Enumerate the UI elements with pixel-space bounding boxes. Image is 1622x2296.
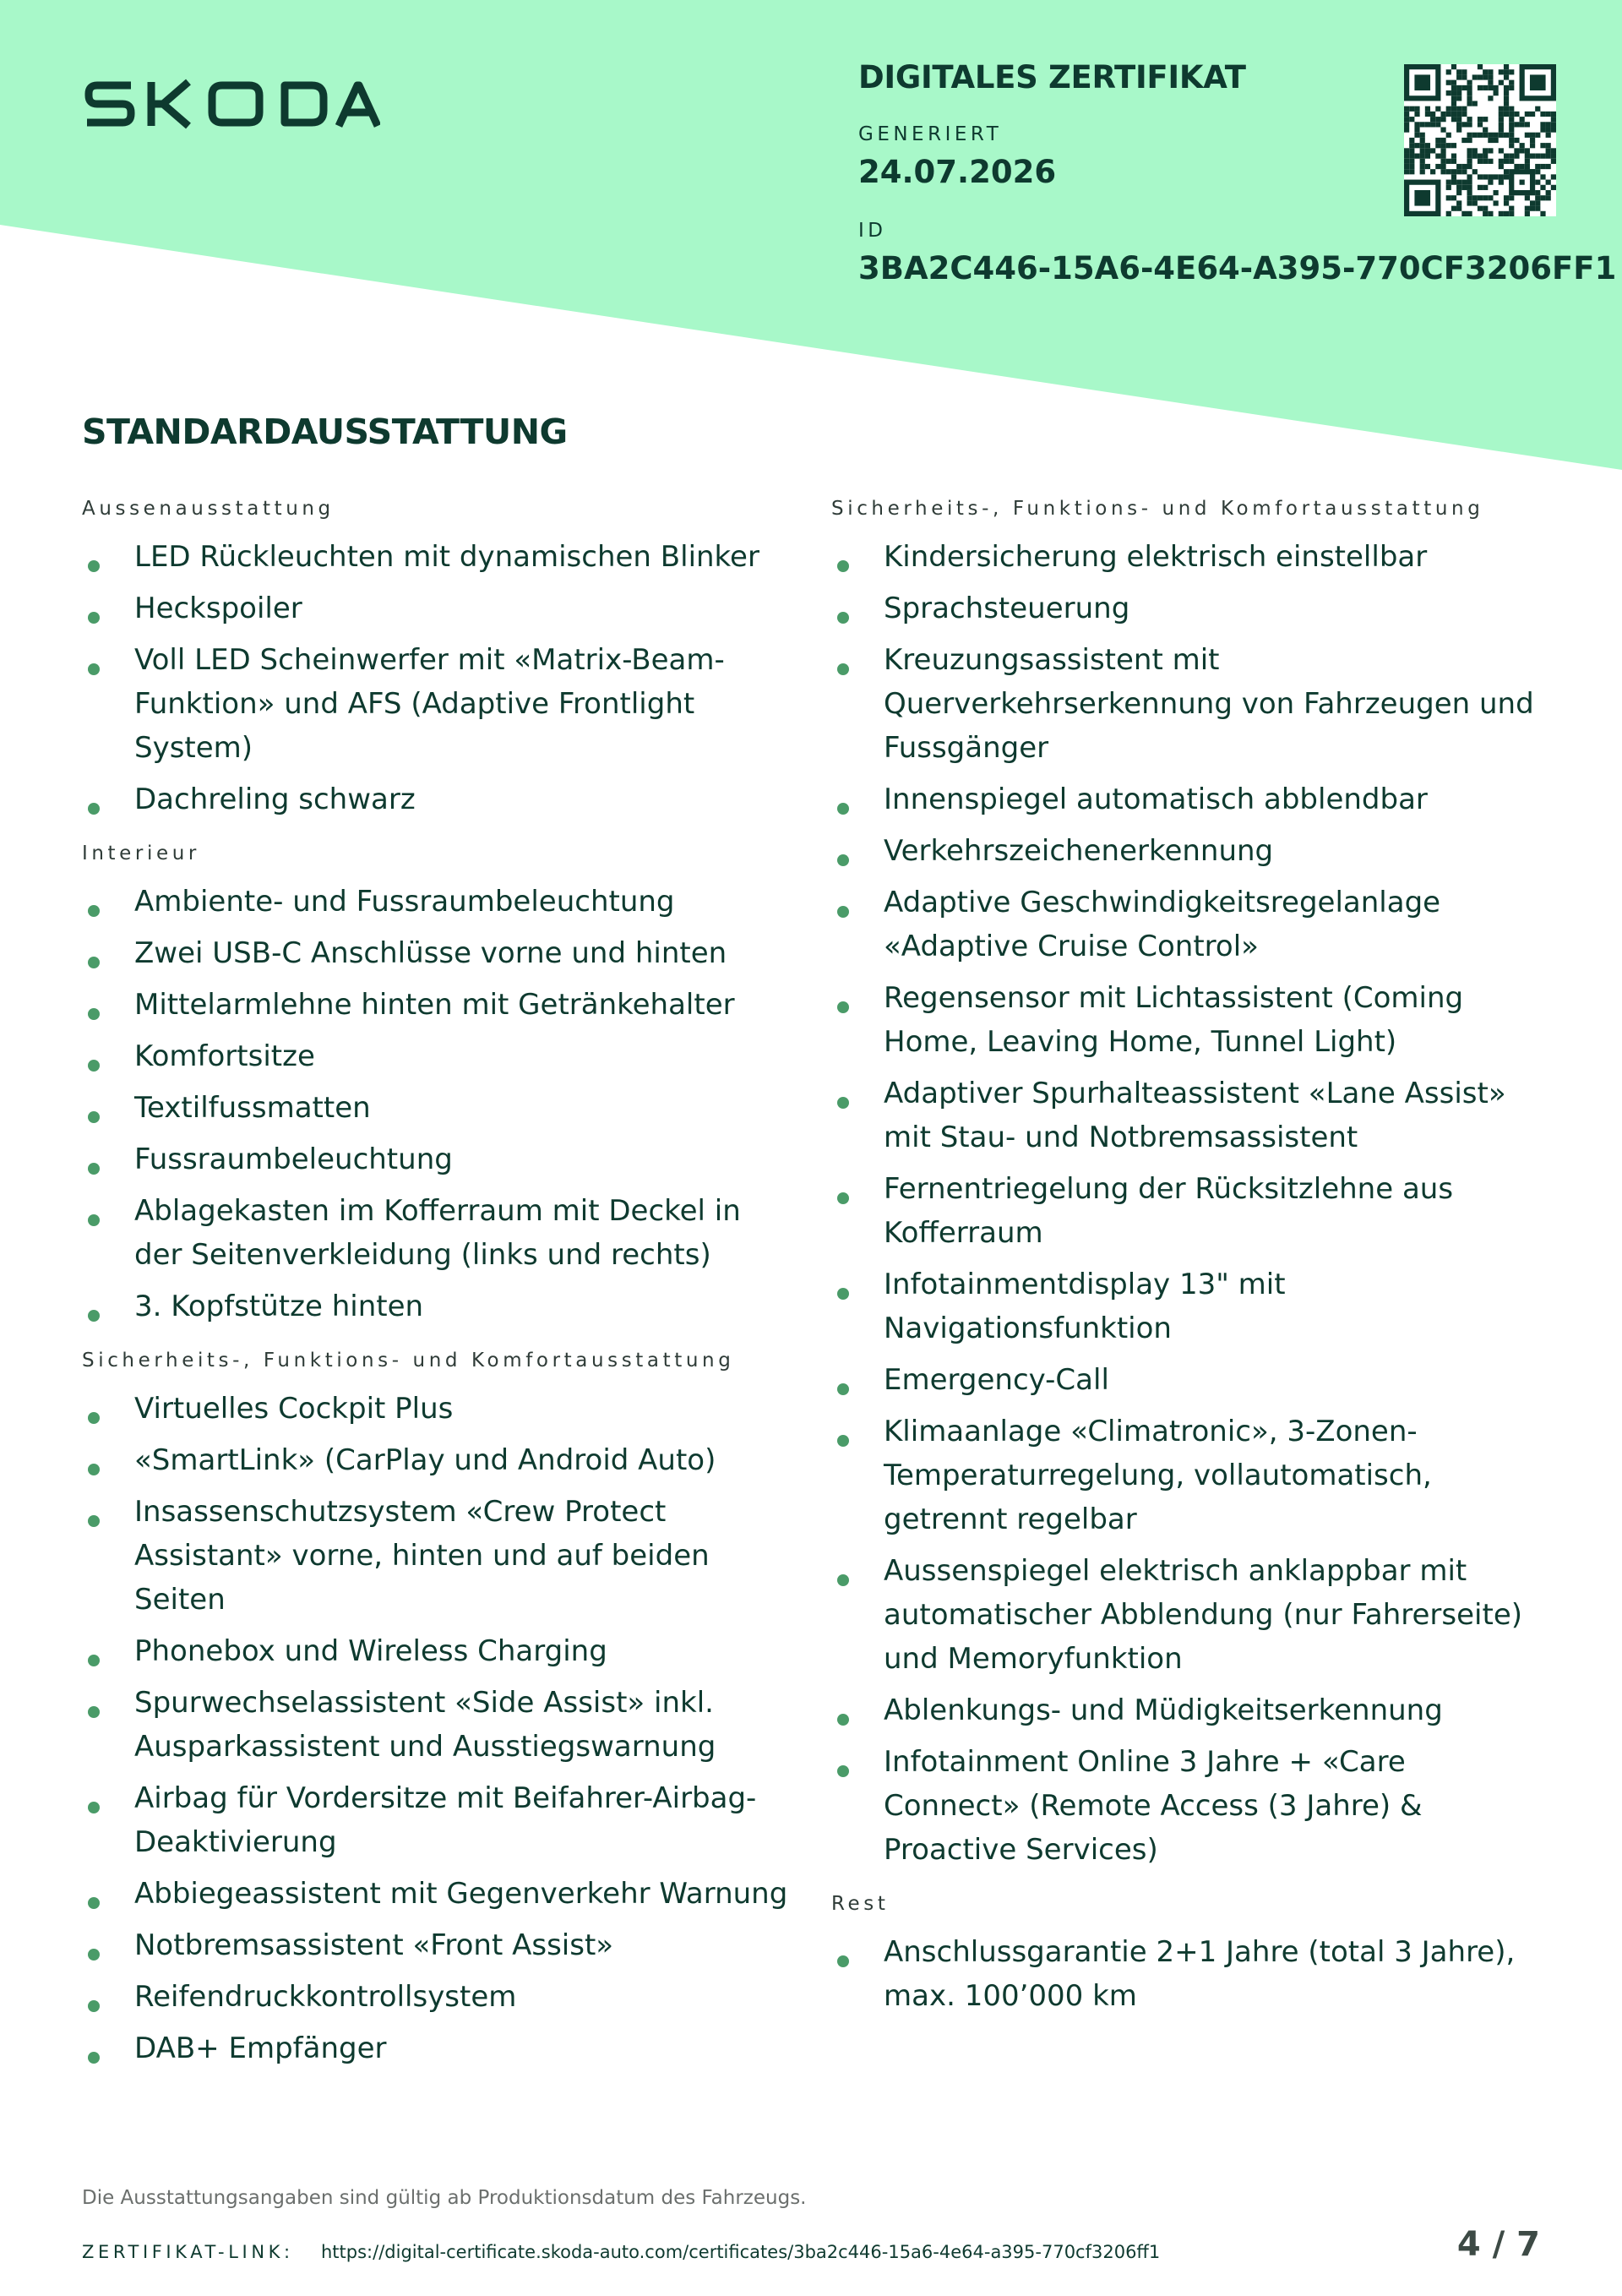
list-item-text: Infotainment Online 3 Jahre + «Care Connect» (Remote Access (3 Jahre) & Proactive Services) xyxy=(884,1745,1423,1867)
list-item xyxy=(831,586,1541,630)
bullet-icon xyxy=(88,1949,100,1961)
list-item xyxy=(831,976,1541,1064)
bullet-icon xyxy=(837,906,849,918)
list-item xyxy=(82,1034,792,1078)
list-item xyxy=(831,1410,1541,1541)
bullet-icon xyxy=(88,957,100,968)
list-item-text: Kreuzungsassistent mit Querverkehrserkennung von Fahrzeugen und Fussgänger xyxy=(884,643,1534,765)
list-item-text: Reifendruckkontrollsystem xyxy=(134,1980,517,2014)
list-item-text: Spurwechselassistent «Side Assist» inkl. Ausparkassistent und Ausstiegswarnung xyxy=(134,1686,716,1764)
bullet-icon xyxy=(88,2000,100,2012)
bullet-icon xyxy=(837,803,849,815)
section-title: STANDARDAUSSTATTUNG xyxy=(82,412,568,452)
list-item xyxy=(82,586,792,630)
equipment-list xyxy=(82,1387,792,2070)
bullet-icon xyxy=(88,560,100,572)
header-background-shape xyxy=(0,0,1622,470)
list-item-text: Ablagekasten im Kofferraum mit Deckel in der Seitenverkleidung (links und rechts) xyxy=(134,1194,741,1272)
bullet-icon xyxy=(88,1897,100,1909)
certificate-title: DIGITALES ZERTIFIKAT xyxy=(858,59,1246,95)
group-label: Sicherheits-, Funktions- und Komfortausstattung xyxy=(831,498,1484,520)
bullet-icon xyxy=(88,1515,100,1527)
list-item-text: Anschlussgarantie 2+1 Jahre (total 3 Jahre), max. 100’000 km xyxy=(884,1935,1516,2013)
list-item xyxy=(82,1387,792,1431)
skoda-logo xyxy=(82,79,380,129)
group-label: Aussenausstattung xyxy=(82,498,335,520)
list-item xyxy=(831,1167,1541,1255)
list-item-text: Virtuelles Cockpit Plus xyxy=(134,1392,454,1426)
list-item xyxy=(82,1137,792,1181)
generated-label: GENERIERT xyxy=(858,123,1003,145)
list-item-text: Heckspoiler xyxy=(134,592,302,625)
list-item-text: Regensensor mit Lichtassistent (Coming Home, Leaving Home, Tunnel Light) xyxy=(884,981,1464,1059)
list-item-text: Voll LED Scheinwerfer mit «Matrix-Beam-Funktion» und AFS (Adaptive Frontlight System) xyxy=(134,643,725,765)
list-item xyxy=(82,1872,792,1916)
bullet-icon xyxy=(88,1412,100,1424)
list-item xyxy=(831,535,1541,579)
equipment-group xyxy=(82,495,792,821)
list-item-text: Airbag für Vordersitze mit Beifahrer-Airbag-Deaktivierung xyxy=(134,1781,757,1859)
bullet-icon xyxy=(88,663,100,675)
list-item xyxy=(82,1086,792,1130)
list-item-text: Komfortsitze xyxy=(134,1039,315,1073)
list-item xyxy=(831,1930,1541,2018)
list-item xyxy=(82,880,792,924)
bullet-icon xyxy=(837,1955,849,1967)
left-column xyxy=(82,495,792,2078)
group-label: Sicherheits-, Funktions- und Komfortausstattung xyxy=(82,1350,735,1372)
bullet-icon xyxy=(837,1435,849,1447)
list-item-text: LED Rückleuchten mit dynamischen Blinker xyxy=(134,540,759,574)
list-item xyxy=(831,881,1541,968)
list-item-text: Innenspiegel automatisch abblendbar xyxy=(884,783,1428,816)
equipment-group xyxy=(831,495,1541,1872)
list-item xyxy=(831,1740,1541,1872)
generated-date: 24.07.2026 xyxy=(858,154,1057,190)
list-item xyxy=(82,1776,792,1864)
bullet-icon xyxy=(88,1655,100,1666)
list-item-text: Klimaanlage «Climatronic», 3-Zonen-Temperaturregelung, vollautomatisch, getrennt regelbar xyxy=(884,1415,1432,1536)
list-item-text: DAB+ Empfänger xyxy=(134,2031,387,2065)
list-item-text: Ambiente- und Fussraumbeleuchtung xyxy=(134,885,675,919)
list-item xyxy=(82,931,792,975)
bullet-icon xyxy=(88,1310,100,1322)
bullet-icon xyxy=(88,1706,100,1718)
bullet-icon xyxy=(88,1111,100,1123)
equipment-group xyxy=(82,840,792,1328)
list-item-text: Phonebox und Wireless Charging xyxy=(134,1634,607,1668)
list-item xyxy=(831,638,1541,770)
bullet-icon xyxy=(837,1714,849,1726)
list-item xyxy=(82,1681,792,1769)
bullet-icon xyxy=(837,1288,849,1300)
certificate-id: 3BA2C446-15A6-4E64-A395-770CF3206FF1 xyxy=(858,250,1617,286)
certificate-link-label: ZERTIFIKAT-LINK: xyxy=(82,2242,294,2262)
list-item-text: Insassenschutzsystem «Crew Protect Assistant» vorne, hinten und auf beiden Seiten xyxy=(134,1495,710,1617)
bullet-icon xyxy=(837,560,849,572)
bullet-icon xyxy=(88,1464,100,1475)
bullet-icon xyxy=(837,1001,849,1013)
list-item xyxy=(831,1072,1541,1159)
list-item-text: Adaptiver Spurhalteassistent «Lane Assist» mit Stau- und Notbremsassistent xyxy=(884,1077,1506,1154)
right-column xyxy=(831,495,1541,2026)
list-item xyxy=(831,829,1541,873)
bullet-icon xyxy=(88,1163,100,1175)
bullet-icon xyxy=(837,1765,849,1777)
qr-code-icon[interactable] xyxy=(1404,64,1556,216)
list-item xyxy=(831,1263,1541,1350)
bullet-icon xyxy=(88,612,100,624)
list-item-text: Emergency-Call xyxy=(884,1363,1109,1397)
list-item-text: Ablenkungs- und Müdigkeitserkennung xyxy=(884,1693,1443,1727)
bullet-icon xyxy=(88,1008,100,1020)
list-item-text: Kindersicherung elektrisch einstellbar xyxy=(884,540,1428,574)
bullet-icon xyxy=(88,803,100,815)
list-item-text: Fernentriegelung der Rücksitzlehne aus Kofferraum xyxy=(884,1172,1454,1250)
bullet-icon xyxy=(88,1060,100,1072)
bullet-icon xyxy=(837,1383,849,1395)
list-item-text: «SmartLink» (CarPlay und Android Auto) xyxy=(134,1443,716,1477)
bullet-icon xyxy=(837,1097,849,1109)
equipment-group xyxy=(82,1347,792,2070)
equipment-list xyxy=(82,535,792,821)
list-item xyxy=(82,1975,792,2019)
header-background xyxy=(0,0,1622,473)
list-item-text: Aussenspiegel elektrisch anklappbar mit automatischer Abblendung (nur Fahrerseite) und Memoryfunktion xyxy=(884,1554,1523,1676)
list-item xyxy=(82,1438,792,1482)
list-item-text: Abbiegeassistent mit Gegenverkehr Warnung xyxy=(134,1877,788,1911)
bullet-icon xyxy=(837,663,849,675)
list-item-text: Infotainmentdisplay 13" mit Navigationsfunktion xyxy=(884,1268,1286,1345)
list-item xyxy=(82,1284,792,1328)
bullet-icon xyxy=(88,905,100,917)
equipment-group xyxy=(831,1890,1541,2018)
bullet-icon xyxy=(837,1574,849,1586)
list-item xyxy=(82,1490,792,1622)
list-item-text: Dachreling schwarz xyxy=(134,783,416,816)
list-item-text: Adaptive Geschwindigkeitsregelanlage «Adaptive Cruise Control» xyxy=(884,886,1441,963)
bullet-icon xyxy=(837,1192,849,1204)
equipment-list xyxy=(831,535,1541,1872)
list-item xyxy=(82,1923,792,1967)
list-item-text: Textilfussmatten xyxy=(134,1091,371,1125)
list-item xyxy=(82,777,792,821)
list-item xyxy=(82,983,792,1027)
list-item xyxy=(82,1189,792,1277)
list-item-text: 3. Kopfstütze hinten xyxy=(134,1290,424,1323)
bullet-icon xyxy=(88,1214,100,1226)
list-item xyxy=(831,1688,1541,1732)
id-label: ID xyxy=(858,220,887,242)
list-item-text: Sprachsteuerung xyxy=(884,592,1130,625)
bullet-icon xyxy=(88,2052,100,2064)
list-item xyxy=(831,1358,1541,1402)
group-label: Rest xyxy=(831,1893,890,1915)
bullet-icon xyxy=(837,854,849,866)
list-item xyxy=(831,1549,1541,1681)
list-item-text: Verkehrszeichenerkennung xyxy=(884,834,1274,868)
list-item-text: Mittelarmlehne hinten mit Getränkehalter xyxy=(134,988,735,1022)
list-item-text: Zwei USB-C Anschlüsse vorne und hinten xyxy=(134,936,727,970)
group-label: Interieur xyxy=(82,843,200,864)
page-number: 4 / 7 xyxy=(1456,2225,1540,2264)
disclaimer: Die Ausstattungsangaben sind gültig ab Produktionsdatum des Fahrzeugs. xyxy=(82,2187,807,2209)
list-item xyxy=(82,535,792,579)
list-item-text: Fussraumbeleuchtung xyxy=(134,1143,453,1176)
list-item-text: Notbremsassistent «Front Assist» xyxy=(134,1928,614,1962)
list-item xyxy=(82,1629,792,1673)
bullet-icon xyxy=(88,1802,100,1813)
equipment-list xyxy=(831,1930,1541,2018)
list-item xyxy=(82,638,792,770)
list-item xyxy=(831,777,1541,821)
equipment-list xyxy=(82,880,792,1328)
certificate-link[interactable]: https://digital-certificate.skoda-auto.com/certificates/3ba2c446-15a6-4e64-a395-770cf3206ff1 xyxy=(321,2242,1161,2262)
bullet-icon xyxy=(837,612,849,624)
list-item xyxy=(82,2026,792,2070)
